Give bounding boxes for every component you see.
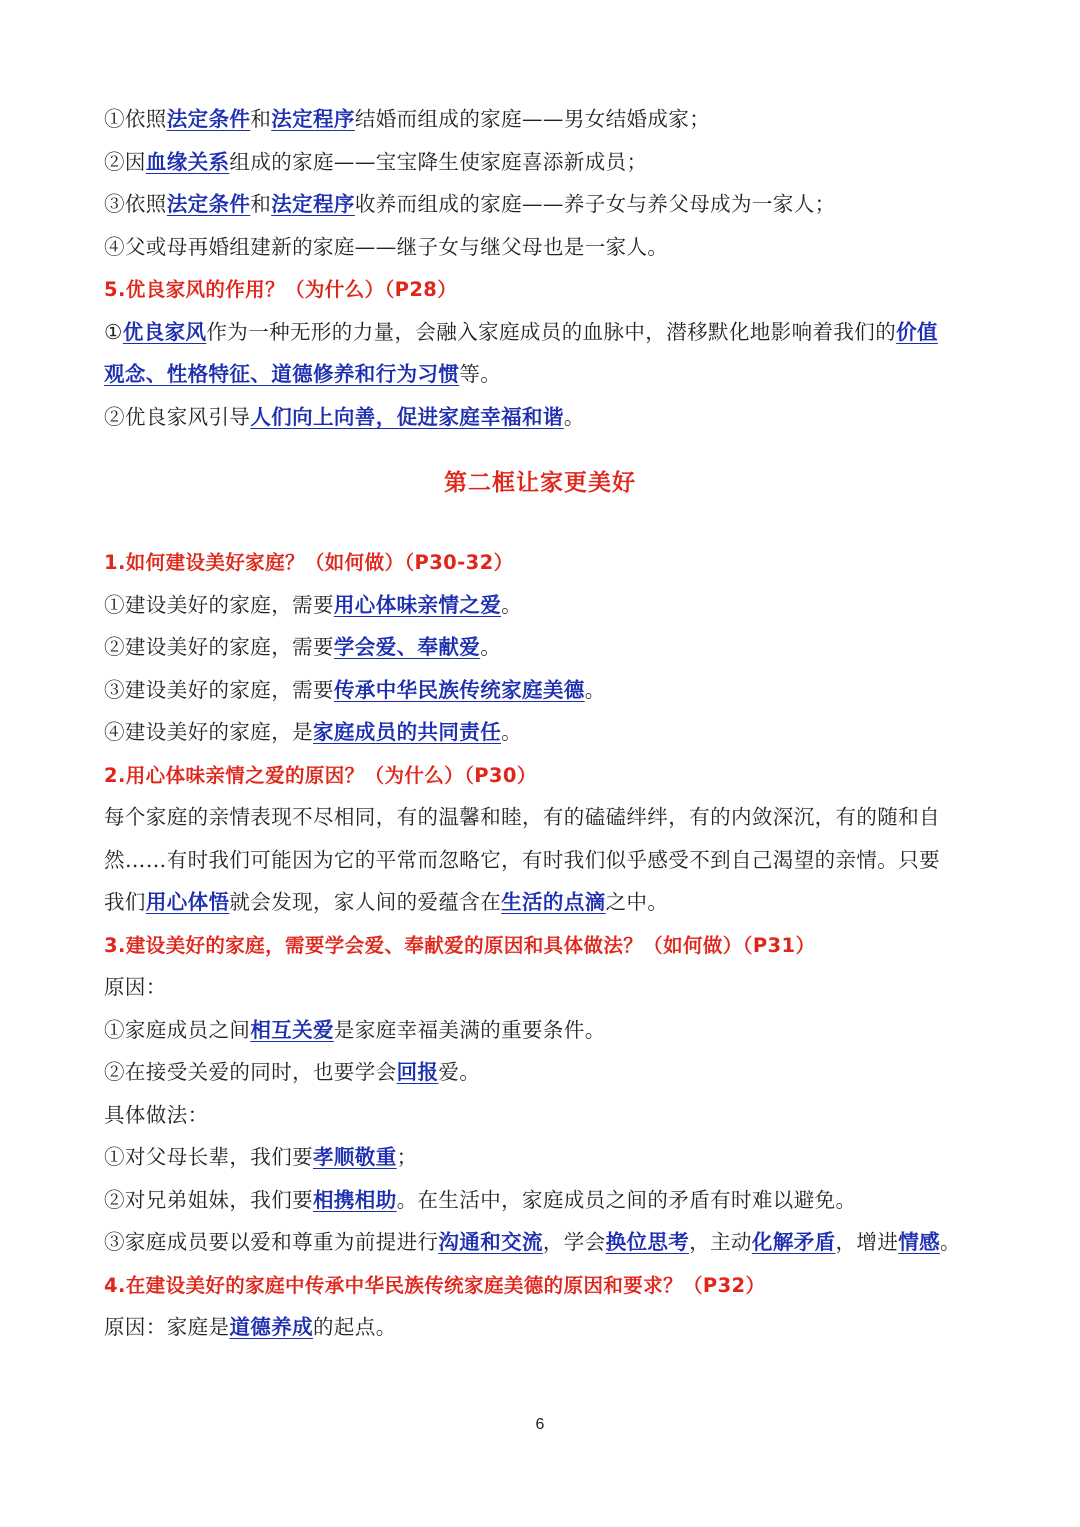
body-text: ②优良家风引导 [104, 404, 251, 429]
text-line [104, 1009, 984, 1052]
text-line [104, 541, 984, 584]
question-heading: 5.优良家风的作用？（为什么）（P28） [104, 278, 458, 301]
text-line [104, 711, 984, 754]
text-line [104, 1306, 984, 1349]
body-text: ③建设美好的家庭，需要 [104, 677, 334, 702]
body-text: 收养而组成的家庭——养子女与养父母成为一家人； [354, 192, 836, 216]
keyword-underlined: 用心体味亲情之爱 [333, 592, 502, 617]
text-line [104, 98, 984, 141]
keyword-underlined: 学会爱、奉献爱 [333, 635, 481, 659]
body-text: 是家庭幸福美满的重要条件。 [333, 1017, 606, 1042]
body-text: 和 [250, 192, 272, 216]
body-text: 原因： [104, 975, 167, 999]
body-text: ③依照 [104, 192, 167, 216]
question-heading: 2.用心体味亲情之爱的原因？（为什么）（P30） [104, 763, 537, 787]
text-line [104, 626, 984, 669]
body-text: 就会发现，家人间的爱蕴含在 [229, 890, 502, 914]
keyword-underlined: 换位思考 [605, 1230, 690, 1254]
keyword-underlined: 传承中华民族传统家庭美德 [333, 677, 585, 702]
body-text: 组成的家庭——宝宝降生使家庭喜添新成员； [229, 149, 648, 174]
page-number: 6 [535, 1416, 545, 1433]
body-text: 我们 [104, 890, 146, 914]
body-text: ，主动 [689, 1230, 752, 1254]
text-line [104, 396, 984, 439]
text-line [104, 1264, 984, 1307]
keyword-underlined: 优良家风 [122, 319, 207, 344]
text-line [104, 353, 984, 396]
text-line [104, 1136, 984, 1179]
question-heading: 4.在建设美好的家庭中传承中华民族传统家庭美德的原因和要求？（P32） [104, 1273, 766, 1297]
body-text: 。在生活中，家庭成员之间的矛盾有时难以避免。 [396, 1187, 857, 1212]
text-line [104, 839, 984, 882]
keyword-underlined: 法定程序 [271, 192, 355, 216]
body-text: ②对兄弟姐妹，我们要 [104, 1187, 313, 1212]
body-text: ； [396, 1145, 418, 1169]
body-text: 和 [250, 107, 272, 131]
body-text: 。 [501, 720, 523, 744]
body-text: ①建设美好的家庭，需要 [104, 592, 334, 617]
body-text: 。 [584, 677, 606, 702]
body-text: 结婚而组成的家庭——男女结婚成家； [354, 107, 711, 131]
text-line [104, 268, 984, 311]
keyword-underlined: 法定条件 [166, 107, 251, 131]
question-heading: 3.建设美好的家庭，需要学会爱、奉献爱的原因和具体做法？（如何做）（P31） [104, 933, 816, 957]
text-line [104, 1051, 984, 1094]
body-text: ②建设美好的家庭，需要 [104, 635, 334, 659]
block-2 [104, 541, 984, 1349]
keyword-underlined: 化解矛盾 [751, 1230, 836, 1254]
body-text: ④建设美好的家庭，是 [104, 720, 313, 744]
keyword-underlined: 沟通和交流 [438, 1230, 543, 1254]
keyword-underlined: 生活的点滴 [501, 890, 606, 914]
body-text: ，学会 [542, 1230, 606, 1254]
section-title: 第二框让家更美好 [444, 470, 636, 496]
body-text: ① [104, 319, 123, 344]
keyword-underlined: 相携相助 [313, 1187, 397, 1212]
keyword-underlined: 人们向上向善，促进家庭幸福和谐 [250, 404, 564, 429]
text-line [104, 141, 984, 184]
keyword-underlined: 观念、性格特征、道德修养和行为习惯 [104, 362, 460, 386]
text-line [104, 1179, 984, 1222]
text-line [104, 966, 984, 1009]
text-line [104, 226, 984, 269]
keyword-underlined: 孝顺敬重 [313, 1145, 397, 1169]
text-line [104, 881, 984, 924]
text-line [104, 1094, 984, 1137]
keyword-underlined: 法定程序 [271, 107, 355, 131]
text-line [104, 1221, 984, 1264]
body-text: 作为一种无形的力量，会融入家庭成员的血脉中，潜移默化地影响着我们的 [206, 319, 897, 344]
body-text: 等。 [459, 362, 502, 386]
keyword-underlined: 情感 [898, 1230, 941, 1254]
body-text: 之中。 [605, 890, 669, 914]
body-text: 的起点。 [313, 1315, 397, 1339]
body-text: 爱。 [438, 1060, 481, 1084]
text-line [104, 924, 984, 967]
keyword-underlined: 道德养成 [229, 1315, 314, 1339]
body-text: ③家庭成员要以爱和尊重为前提进行 [104, 1230, 439, 1254]
question-heading: 1.如何建设美好家庭？（如何做）（P30-32） [104, 551, 514, 574]
body-text: ②因 [104, 149, 146, 174]
keyword-underlined: 法定条件 [166, 192, 251, 216]
block-1 [104, 98, 984, 438]
body-text: ④父或母再婚组建新的家庭——继子女与继父母也是一家人。 [104, 234, 669, 259]
body-text: ①对父母长辈，我们要 [104, 1145, 313, 1169]
body-text: 然……有时我们可能因为它的平常而忽略它，有时我们似乎感受不到自己渴望的亲情。只要 [104, 847, 940, 872]
body-text: ①家庭成员之间 [104, 1017, 251, 1042]
text-line [104, 754, 984, 797]
keyword-underlined: 回报 [396, 1060, 439, 1084]
body-text: 。 [501, 592, 523, 617]
text-line [104, 669, 984, 712]
body-text: ，增进 [835, 1230, 899, 1254]
body-text: 原因：家庭是 [104, 1315, 230, 1339]
body-text: 。 [563, 404, 585, 429]
text-line [104, 796, 984, 839]
body-text: ①依照 [104, 107, 167, 131]
body-text: 每个家庭的亲情表现不尽相同，有的温馨和睦，有的磕磕绊绊，有的内敛深沉，有的随和自 [104, 805, 940, 829]
body-text: ②在接受关爱的同时，也要学会 [104, 1060, 397, 1084]
keyword-underlined: 血缘关系 [145, 149, 230, 174]
keyword-underlined: 相互关爱 [250, 1017, 334, 1042]
text-line [104, 584, 984, 627]
text-line [104, 311, 984, 354]
keyword-underlined: 价值 [896, 319, 938, 344]
text-line [104, 183, 984, 226]
keyword-underlined: 家庭成员的共同责任 [313, 720, 502, 744]
body-text: 。 [480, 635, 502, 659]
body-text: 。 [940, 1230, 961, 1254]
keyword-underlined: 用心体悟 [145, 890, 230, 914]
body-text: 具体做法： [104, 1102, 209, 1127]
